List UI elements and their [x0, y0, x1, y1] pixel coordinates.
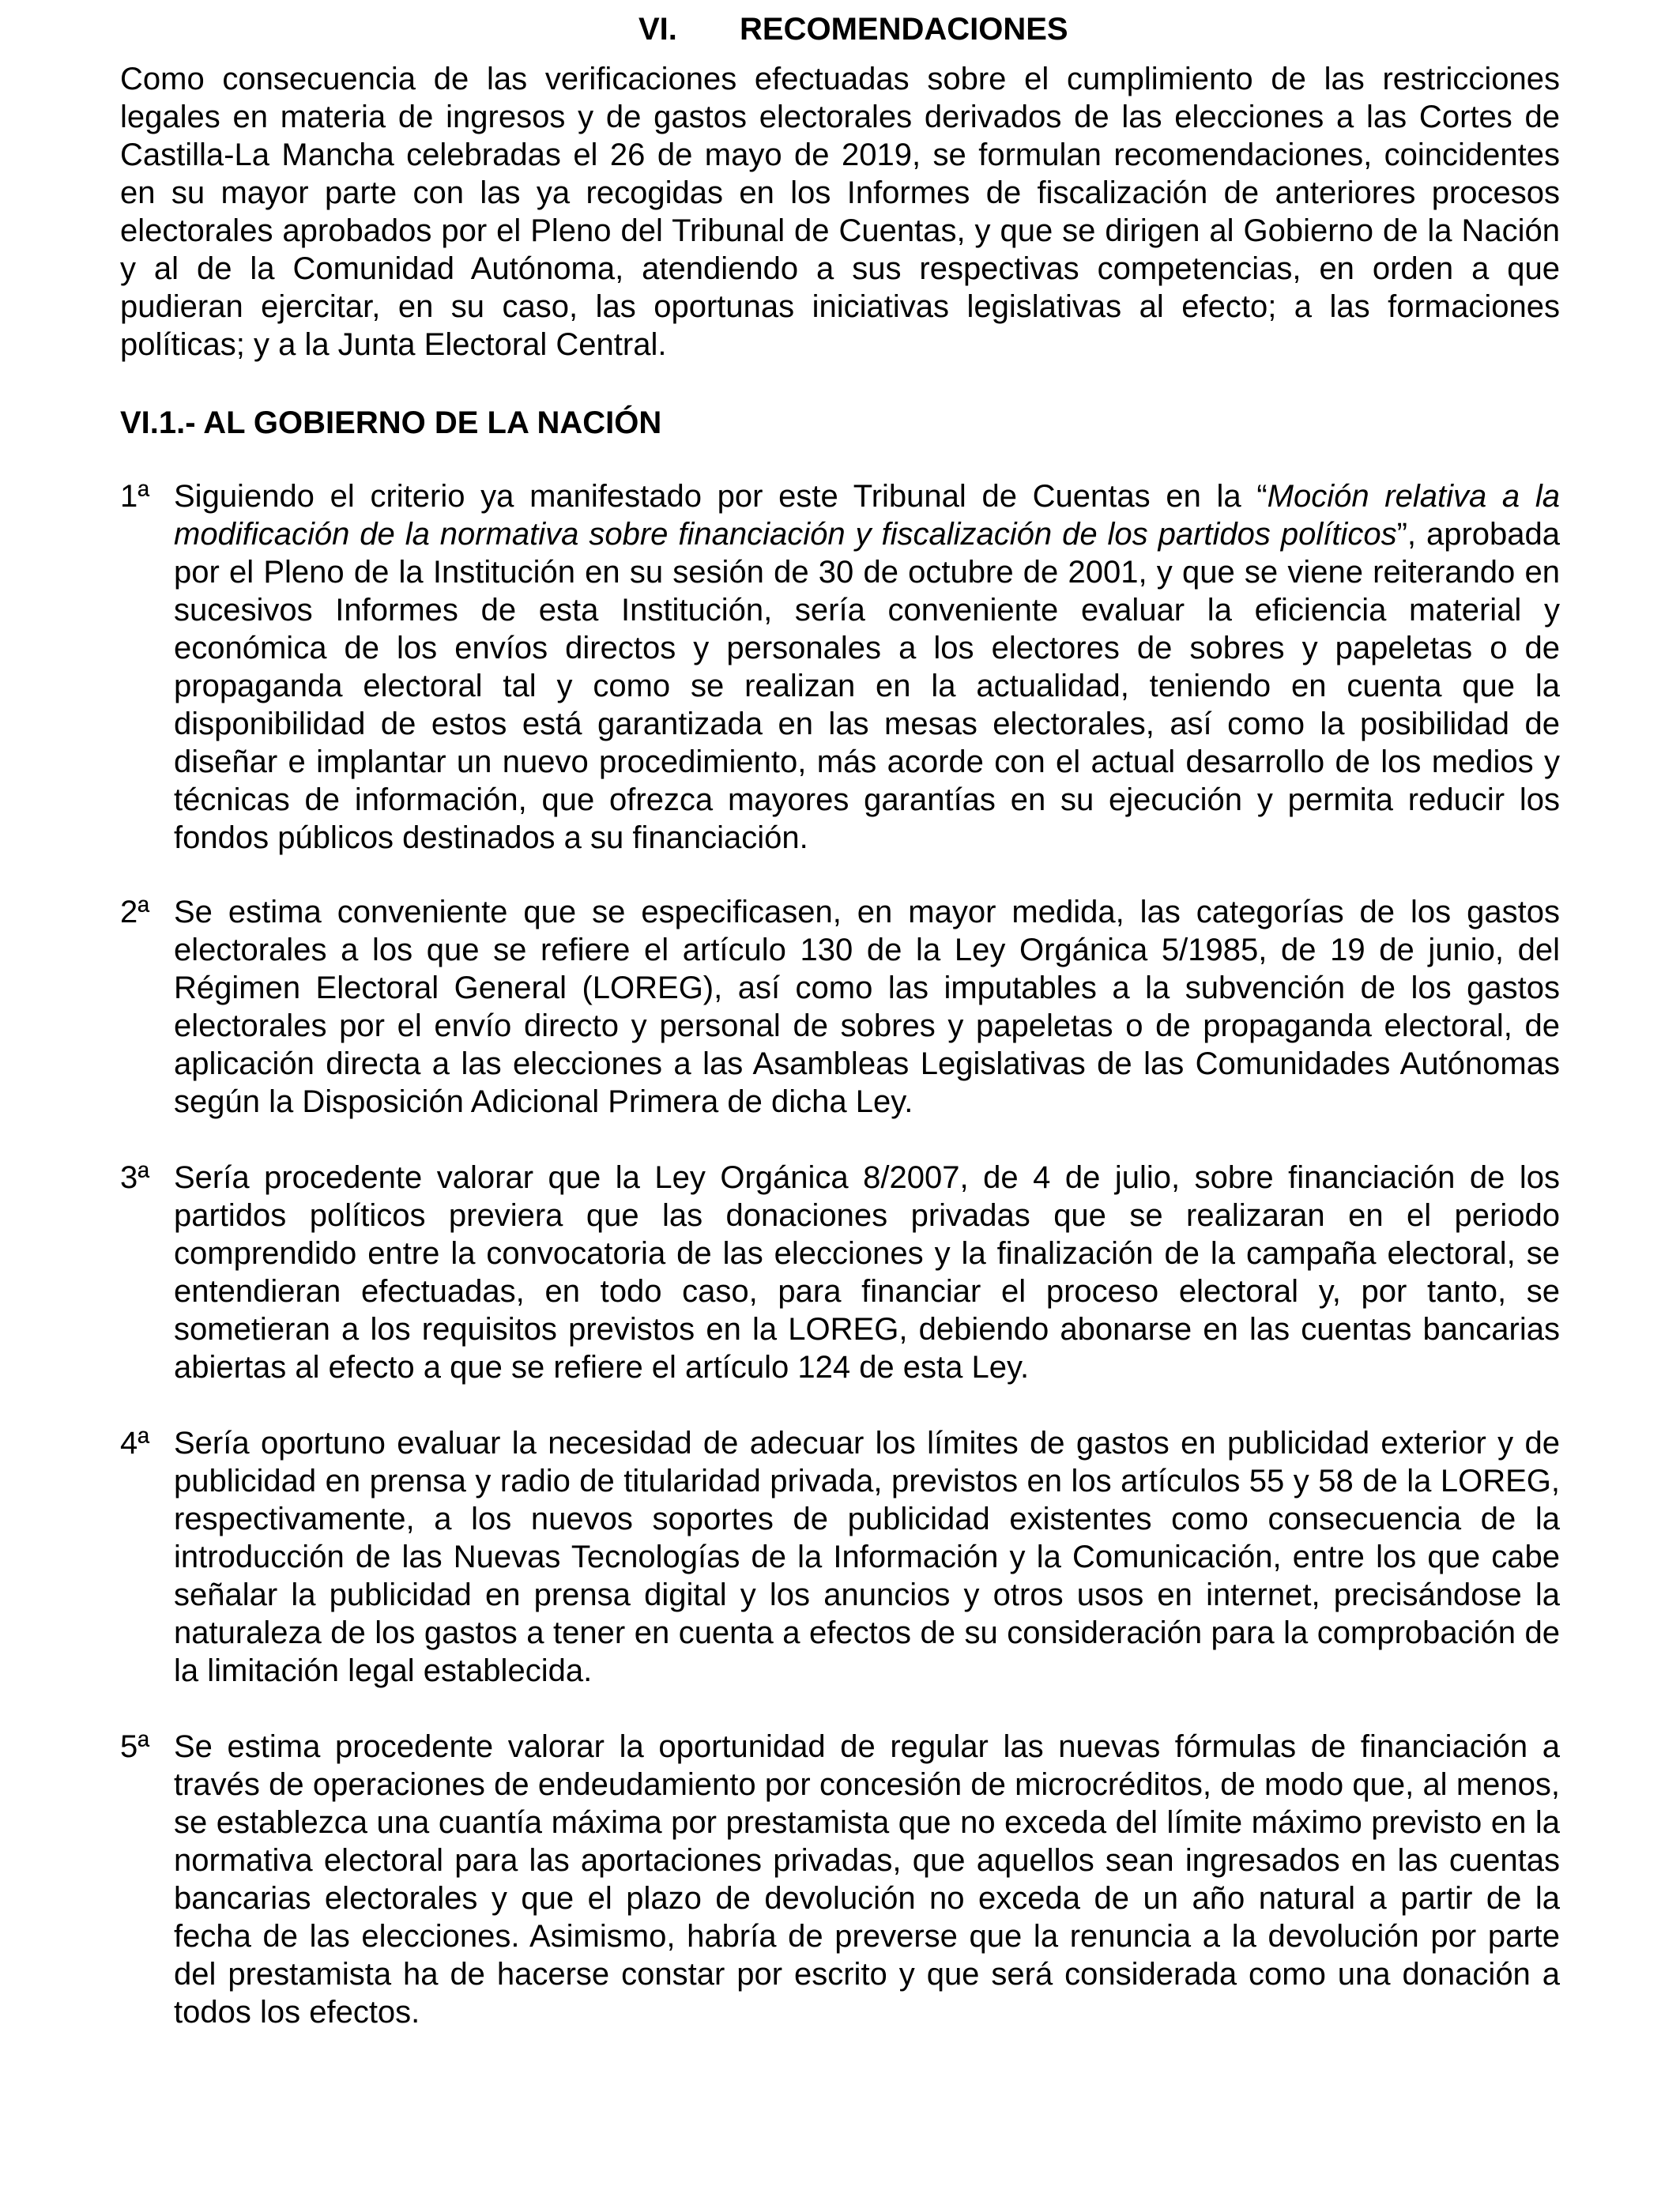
recommendation-text: Se estima conveniente que se especificasen, en mayor medida, las categorías de los gastos electorales a los que se refiere el artículo 130 de la Ley Orgánica 5/1985, de 19 de junio, del Régimen Electoral General (LOREG), así como las imputables a la subvención de los gastos electorales por el envío directo y personal de sobres y papeletas o de propaganda electoral, de aplicación directa a las elecciones a las Asambleas Legislativas de las Comunidades Autónomas según la Disposición Adicional Primera de dicha Ley.	[174, 895, 1560, 1119]
recommendation-3	[120, 1159, 1560, 1386]
section-heading	[638, 9, 1068, 49]
recommendation-number: 5ª	[120, 1729, 150, 1764]
recommendation-4	[120, 1424, 1560, 1690]
recommendation-text: Sería oportuno evaluar la necesidad de adecuar los límites de gastos en publicidad exterior y de publicidad en prensa y radio de titularidad privada, previstos en los artículos 55 y 58 de la LOREG, respectivamente, a los nuevos soportes de publicidad existentes como consecuencia de la introducción de las Nuevas Tecnologías de la Información y la Comunicación, entre los que cabe señalar la publicidad en prensa digital y los anuncios y otros usos en internet, precisándose la naturaleza de los gastos a tener en cuenta a efectos de su consideración para la comprobación de la limitación legal establecida.	[174, 1426, 1560, 1688]
recommendation-2	[120, 893, 1560, 1121]
recommendation-text: Se estima procedente valorar la oportunidad de regular las nuevas fórmulas de financiación a través de operaciones de endeudamiento por concesión de microcréditos, de modo que, al menos, se establezca una cuantía máxima por prestamista que no exceda del límite máximo previsto en la normativa electoral para las aportaciones privadas, que aquellos sean ingresados en las cuentas bancarias electorales y que el plazo de devolución no exceda de un año natural a partir de la fecha de las elecciones. Asimismo, habría de preverse que la renuncia a la devolución por parte del prestamista ha de hacerse constar por escrito y que será considerada como una donación a todos los efectos.	[174, 1729, 1560, 2030]
recommendation-text: Sería procedente valorar que la Ley Orgánica 8/2007, de 4 de julio, sobre financiación de los partidos políticos previera que las donaciones privadas que se realizaran en el periodo comprendido entre la convocatoria de las elecciones y la finalización de la campaña electoral, se entendieran efectuadas, en todo caso, para financiar el proceso electoral y, por tanto, se sometieran a los requisitos previstos en la LOREG, debiendo abonarse en las cuentas bancarias abiertas al efecto a que se refiere el artículo 124 de esta Ley.	[174, 1160, 1560, 1385]
recommendation-number: 3ª	[120, 1160, 150, 1195]
section-title: RECOMENDACIONES	[740, 12, 1068, 47]
recommendation-5	[120, 1728, 1560, 2031]
recommendation-number: 1ª	[120, 479, 150, 514]
intro-paragraph: Como consecuencia de las verificaciones efectuadas sobre el cumplimiento de las restricciones legales en materia de ingresos y de gastos electorales derivados de las elecciones a las Cortes de Castilla-La Mancha celebradas el 26 de mayo de 2019, se formulan recomendaciones, coincidentes en su mayor parte con las ya recogidas en los Informes de fiscalización de anteriores procesos electorales aprobados por el Pleno del Tribunal de Cuentas, y que se dirigen al Gobierno de la Nación y al de la Comunidad Autónoma, atendiendo a sus respectivas competencias, en orden a que pudieran ejercitar, en su caso, las oportunas iniciativas legislativas al efecto; a las formaciones políticas; y a la Junta Electoral Central.	[120, 62, 1560, 362]
recommendation-number: 4ª	[120, 1426, 150, 1461]
subsection-title: VI.1.- AL GOBIERNO DE LA NACIÓN	[120, 405, 662, 440]
recommendation-text: Siguiendo el criterio ya manifestado por este Tribunal de Cuentas en la “Moción relativa a la modificación de la normativa sobre financiación y fiscalización de los partidos políticos”, aprobada por el Pleno de la Institución en su sesión de 30 de octubre de 2001, y que se viene reiterando en sucesivos Informes de esta Institución, sería conveniente evaluar la eficiencia material y económica de los envíos directos y personales a los electores de sobres y papeletas o de propaganda electoral tal y como se realizan en la actualidad, teniendo en cuenta que la disponibilidad de estos está garantizada en las mesas electorales, así como la posibilidad de diseñar e implantar un nuevo procedimiento, más acorde con el actual desarrollo de los medios y técnicas de información, que ofrezca mayores garantías en su ejecución y permita reducir los fondos públicos destinados a su financiación.	[174, 479, 1560, 855]
section-number: VI.	[638, 12, 677, 47]
recommendation-1	[120, 477, 1560, 857]
motion-title: Moción relativa a la modificación de la normativa sobre financiación y fiscalización de los partidos políticos	[174, 479, 1560, 552]
recommendation-number: 2ª	[120, 895, 150, 929]
